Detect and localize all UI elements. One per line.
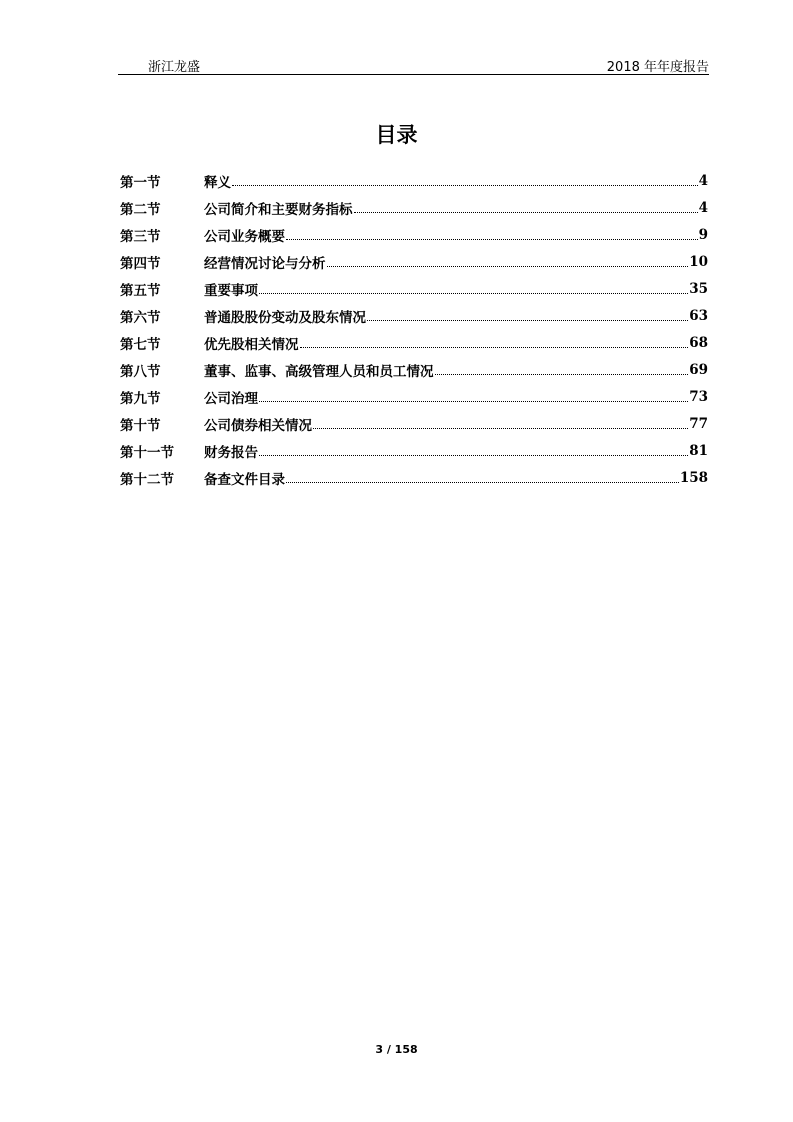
toc-entry[interactable]	[120, 383, 708, 410]
toc-section-number: 第六节	[120, 309, 161, 326]
toc-section-title: 优先股相关情况	[204, 336, 299, 353]
toc-section-number: 第七节	[120, 336, 161, 353]
toc-dot-leader	[259, 455, 688, 456]
toc-section-title: 备查文件目录	[204, 471, 285, 488]
toc-dot-leader	[232, 185, 698, 186]
toc-section-number: 第四节	[120, 255, 161, 272]
header-report-title: 2018 年年度报告	[606, 60, 709, 75]
toc-section-number: 第十二节	[120, 471, 174, 488]
toc-page-number: 4	[698, 199, 708, 216]
page-title: 目录	[375, 123, 418, 147]
toc-entry[interactable]	[120, 329, 708, 356]
toc-section-title: 公司简介和主要财务指标	[204, 201, 353, 218]
toc-page-number: 158	[679, 469, 708, 486]
toc-entry[interactable]	[120, 194, 708, 221]
toc-entry[interactable]	[120, 464, 708, 491]
toc-dot-leader	[327, 266, 689, 267]
toc-page-number: 4	[698, 172, 708, 189]
toc-dot-leader	[313, 428, 688, 429]
toc-page-number: 68	[689, 334, 708, 351]
toc-dot-leader	[286, 482, 679, 483]
toc-section-title: 公司治理	[204, 390, 258, 407]
toc-entry[interactable]	[120, 275, 708, 302]
toc-section-title: 公司业务概要	[204, 228, 285, 245]
toc-page-number: 63	[689, 307, 708, 324]
toc-page-number: 73	[689, 388, 708, 405]
header-company: 浙江龙盛	[148, 60, 201, 75]
toc-section-title: 公司债券相关情况	[204, 417, 312, 434]
toc-page-number: 9	[698, 226, 708, 243]
toc-dot-leader	[354, 212, 698, 213]
toc-entry[interactable]	[120, 221, 708, 248]
toc-dot-leader	[259, 293, 688, 294]
toc-section-title: 重要事项	[204, 282, 258, 299]
toc-section-number: 第十节	[120, 417, 161, 434]
page-footer: 3 / 158	[375, 1043, 418, 1056]
toc-entry[interactable]	[120, 410, 708, 437]
toc-section-number: 第八节	[120, 363, 161, 380]
toc-page-number: 35	[689, 280, 708, 297]
toc-page-number: 10	[689, 253, 708, 270]
toc-entry[interactable]	[120, 356, 708, 383]
toc-section-number: 第三节	[120, 228, 161, 245]
toc-section-number: 第九节	[120, 390, 161, 407]
toc-dot-leader	[300, 347, 689, 348]
toc-section-number: 第二节	[120, 201, 161, 218]
toc-section-title: 经营情况讨论与分析	[204, 255, 326, 272]
toc-page-number: 77	[689, 415, 708, 432]
toc-section-number: 第十一节	[120, 444, 174, 461]
toc-page-number: 69	[689, 361, 708, 378]
toc-dot-leader	[259, 401, 688, 402]
toc-entry[interactable]	[120, 302, 708, 329]
page-header	[118, 54, 709, 75]
toc-section-number: 第一节	[120, 174, 161, 191]
toc-dot-leader	[286, 239, 698, 240]
table-of-contents	[120, 167, 708, 491]
toc-entry[interactable]	[120, 437, 708, 464]
toc-page-number: 81	[689, 442, 708, 459]
toc-section-title: 释义	[204, 174, 231, 191]
toc-dot-leader	[435, 374, 689, 375]
toc-entry[interactable]	[120, 167, 708, 194]
toc-section-title: 普通股股份变动及股东情况	[204, 309, 366, 326]
toc-section-title: 财务报告	[204, 444, 258, 461]
toc-section-number: 第五节	[120, 282, 161, 299]
toc-dot-leader	[367, 320, 688, 321]
toc-section-title: 董事、监事、高级管理人员和员工情况	[204, 363, 434, 380]
toc-entry[interactable]	[120, 248, 708, 275]
